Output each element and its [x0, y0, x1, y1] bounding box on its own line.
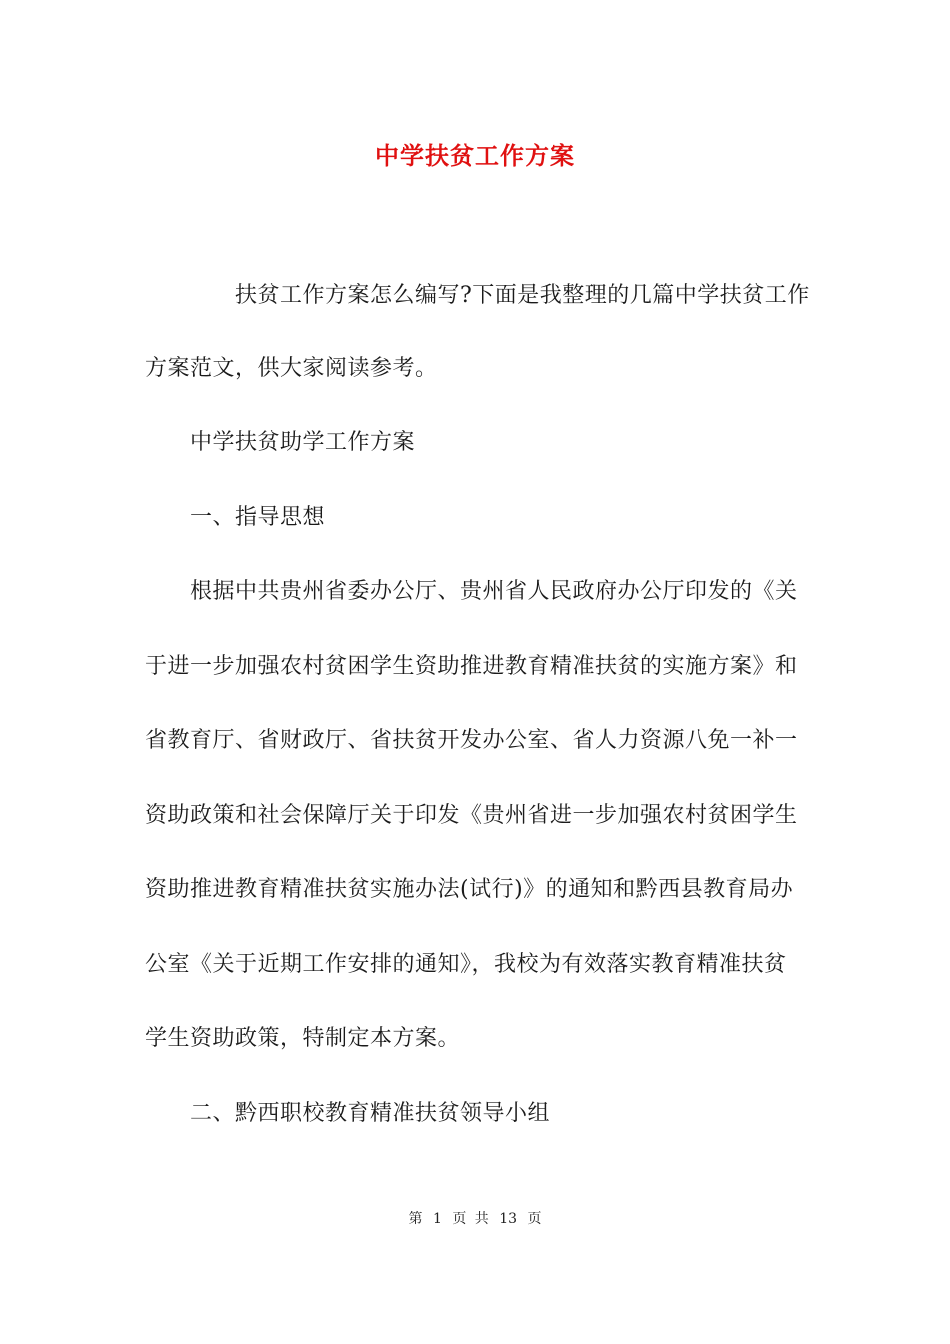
section-heading: 二、黔西职校教育精准扶贫领导小组	[190, 1101, 551, 1126]
subtitle-line: 中学扶贫助学工作方案	[190, 430, 416, 455]
paragraph-line: 根据中共贵州省委办公厅、贵州省人民政府办公厅印发的《关	[190, 579, 798, 604]
paragraph-line: 资助推进教育精准扶贫实施办法(试行)》的通知和黔西县教育局办	[145, 877, 794, 902]
footer-total-pages: 13	[499, 1211, 518, 1227]
paragraph-line: 于进一步加强农村贫困学生资助推进教育精准扶贫的实施方案》和	[145, 654, 798, 679]
footer-page-number: 1	[432, 1211, 442, 1227]
footer-prefix: 第	[408, 1211, 423, 1227]
paragraph-line: 资助政策和社会保障厅关于印发《贵州省进一步加强农村贫困学生	[145, 803, 798, 828]
paragraph-line: 扶贫工作方案怎么编写?下面是我整理的几篇中学扶贫工作	[235, 283, 810, 308]
paragraph-line: 学生资助政策，特制定本方案。	[145, 1026, 461, 1051]
page-footer	[0, 1208, 950, 1228]
paragraph-line: 方案范文，供大家阅读参考。	[145, 356, 438, 381]
section-heading: 一、指导思想	[190, 505, 326, 530]
footer-middle: 页 共	[452, 1211, 489, 1227]
footer-suffix: 页	[527, 1211, 542, 1227]
paragraph-line: 省教育厅、省财政厅、省扶贫开发办公室、省人力资源八免一补一	[145, 728, 798, 753]
document-title: 中学扶贫工作方案	[375, 141, 575, 170]
paragraph-line: 公室《关于近期工作安排的通知》，我校为有效落实教育精准扶贫	[145, 952, 787, 977]
